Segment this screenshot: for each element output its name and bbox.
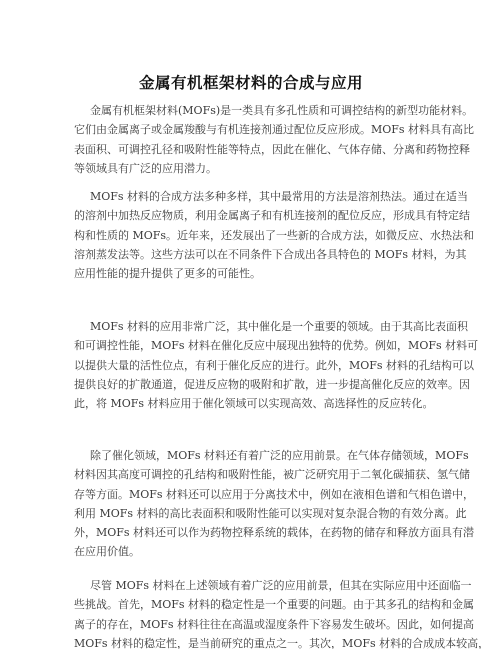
- paragraph-line: 溶剂蒸发法等。这些方法可以在不同条件下合成出各具特色的 MOFs 材料，为其: [74, 247, 467, 261]
- paragraph-line: 的溶剂中加热反应物质，利用金属离子和有机连接剂的配位反应，形成具有特定结: [74, 209, 470, 223]
- paragraph-line: 金属有机框架材料(MOFs)是一类具有多孔性质和可调控结构的新型功能材料。: [90, 104, 474, 117]
- paragraph-line: 和可调控性能，MOFs 材料在催化反应中展现出独特的优势。例如，MOFs 材料可: [74, 339, 479, 353]
- paragraph-line: 表面积、可调控孔径和吸附性能等特点，因此在催化、气体存储、分离和药物控释: [74, 142, 470, 156]
- document-title: 金属有机框架材料的合成与应用: [138, 74, 363, 93]
- paragraph-line: 应用性能的提升提供了更多的可能性。: [74, 267, 261, 281]
- paragraph-line: 材料因其高度可调控的孔结构和吸附性能，被广泛研究用于二氧化碳捕获、氢气储: [74, 468, 470, 482]
- paragraph-line: 等领域具有广泛的应用潜力。: [74, 161, 217, 175]
- paragraph-line: 构和性质的 MOFs。近年来，还发展出了一些新的合成方法，如微反应、水热法和: [74, 228, 475, 242]
- paragraph: [74, 187, 475, 283]
- paragraph-line: 提供良好的扩散通道，促进反应物的吸附和扩散，进一步提高催化反应的效率。因: [74, 377, 470, 391]
- paragraph-line: 些挑战。首先，MOFs 材料的稳定性是一个重要的问题。由于其多孔的结构和金属: [74, 598, 475, 612]
- paragraph-line: 外，MOFs 材料还可以作为药物控释系统的载体，在药物的储存和释放方面具有潜: [74, 526, 475, 540]
- paragraph: [74, 101, 475, 178]
- paragraph: [74, 317, 479, 413]
- paragraph-line: 在应用价值。: [74, 545, 140, 559]
- paragraph-line: 离子的存在，MOFs 材料往往在高温或湿度条件下容易发生破坏。因此，如何提高: [74, 617, 475, 631]
- paragraph: [74, 446, 475, 562]
- paragraph-line: MOFs 材料的应用非常广泛，其中催化是一个重要的领域。由于其高比表面积: [90, 320, 469, 333]
- paragraph-line: 它们由金属离子或金属羧酸与有机连接剂通过配位反应形成。MOFs 材料具有高比: [74, 123, 475, 137]
- paragraph-line: 利用 MOFs 材料的高比表面积和吸附性能可以实现对复杂混合物的有效分离。此: [74, 506, 467, 520]
- paragraph-line: MOFs 材料的稳定性，是当前研究的重点之一。其次，MOFs 材料的合成成本较高，: [74, 636, 490, 649]
- paragraph-line: 以提供大量的活性位点，有利于催化反应的进行。此外，MOFs 材料的孔结构可以: [74, 358, 475, 372]
- paragraph-line: 尽管 MOFs 材料在上述领域有着广泛的应用前景，但其在实际应用中还面临一: [90, 579, 472, 592]
- paragraph-line: 存等方面。MOFs 材料还可以应用于分离技术中，例如在液相色谱和气相色谱中，: [74, 487, 475, 501]
- paragraph-line: 此，将 MOFs 材料应用于催化领域可以实现高效、高选择性的反应转化。: [74, 397, 434, 411]
- paragraph-line: 除了催化领域，MOFs 材料还有着广泛的应用前景。在气体存储领域，MOFs: [90, 449, 469, 462]
- paragraph-line: MOFs 材料的合成方法多种多样，其中最常用的方法是溶剂热法。通过在适当: [90, 190, 469, 203]
- paragraph: [74, 576, 490, 649]
